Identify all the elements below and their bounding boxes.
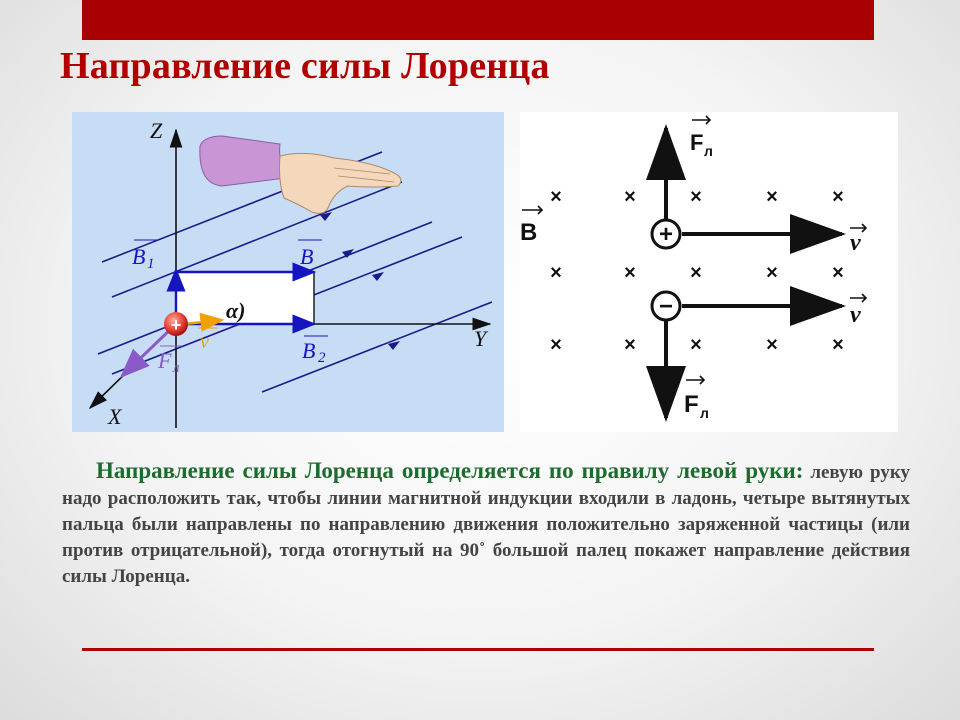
top-accent-bar [82,0,874,40]
field-cross: × [766,262,778,284]
svg-text:v: v [850,302,861,328]
svg-text:F: F [684,391,699,418]
field-cross: × [690,186,702,208]
svg-text:1: 1 [147,256,155,272]
field-cross: × [624,186,636,208]
svg-text:v: v [850,230,861,256]
rule-body: левую руку надо расположить так, чтобы линии магнитной индукции входили в ладонь, четыре вытянутых пальца были направлены по направлению движения положительно заряженной частицы (или против отрицательной), тогда отогнутый на 90˚ большой палец покажет направление действия силы Лоренца. [62,462,910,587]
right-charges-figure [520,112,898,432]
svg-text:2: 2 [318,350,326,366]
axis-x-label: X [108,404,122,429]
plus-sign: + [658,221,674,248]
slide-title: Направление силы Лоренца [60,45,550,87]
svg-text:F: F [158,348,172,373]
field-cross: × [690,334,702,356]
left-hand-rule-figure [72,112,504,432]
axis-z-label: Z [150,118,163,143]
svg-text:л: л [173,360,180,376]
field-cross: × [766,186,778,208]
svg-text:B: B [520,219,538,246]
bottom-accent-rule [82,648,874,651]
field-cross: × [624,262,636,284]
field-cross: × [624,334,636,356]
field-cross: × [832,262,844,284]
field-cross: × [550,186,562,208]
axis-y-label: Y [474,326,487,351]
field-cross: × [690,262,702,284]
svg-text:л: л [700,405,709,421]
field-cross: × [832,334,844,356]
field-cross: × [766,334,778,356]
minus-sign: − [658,293,674,320]
charge-sign: + [170,315,182,335]
svg-text:B: B [302,338,316,363]
field-cross: × [550,334,562,356]
rule-lead: Направление силы Лоренца определяется по правилу левой руки: [96,458,804,483]
left-hand-rule-text [62,458,910,590]
svg-text:B: B [300,244,314,269]
field-cross: × [550,262,562,284]
svg-text:v: v [200,331,209,353]
label-alpha: α) [226,298,246,323]
svg-text:B: B [132,244,146,269]
field-cross: × [832,186,844,208]
svg-text:л: л [704,143,713,159]
svg-text:F: F [690,130,704,155]
